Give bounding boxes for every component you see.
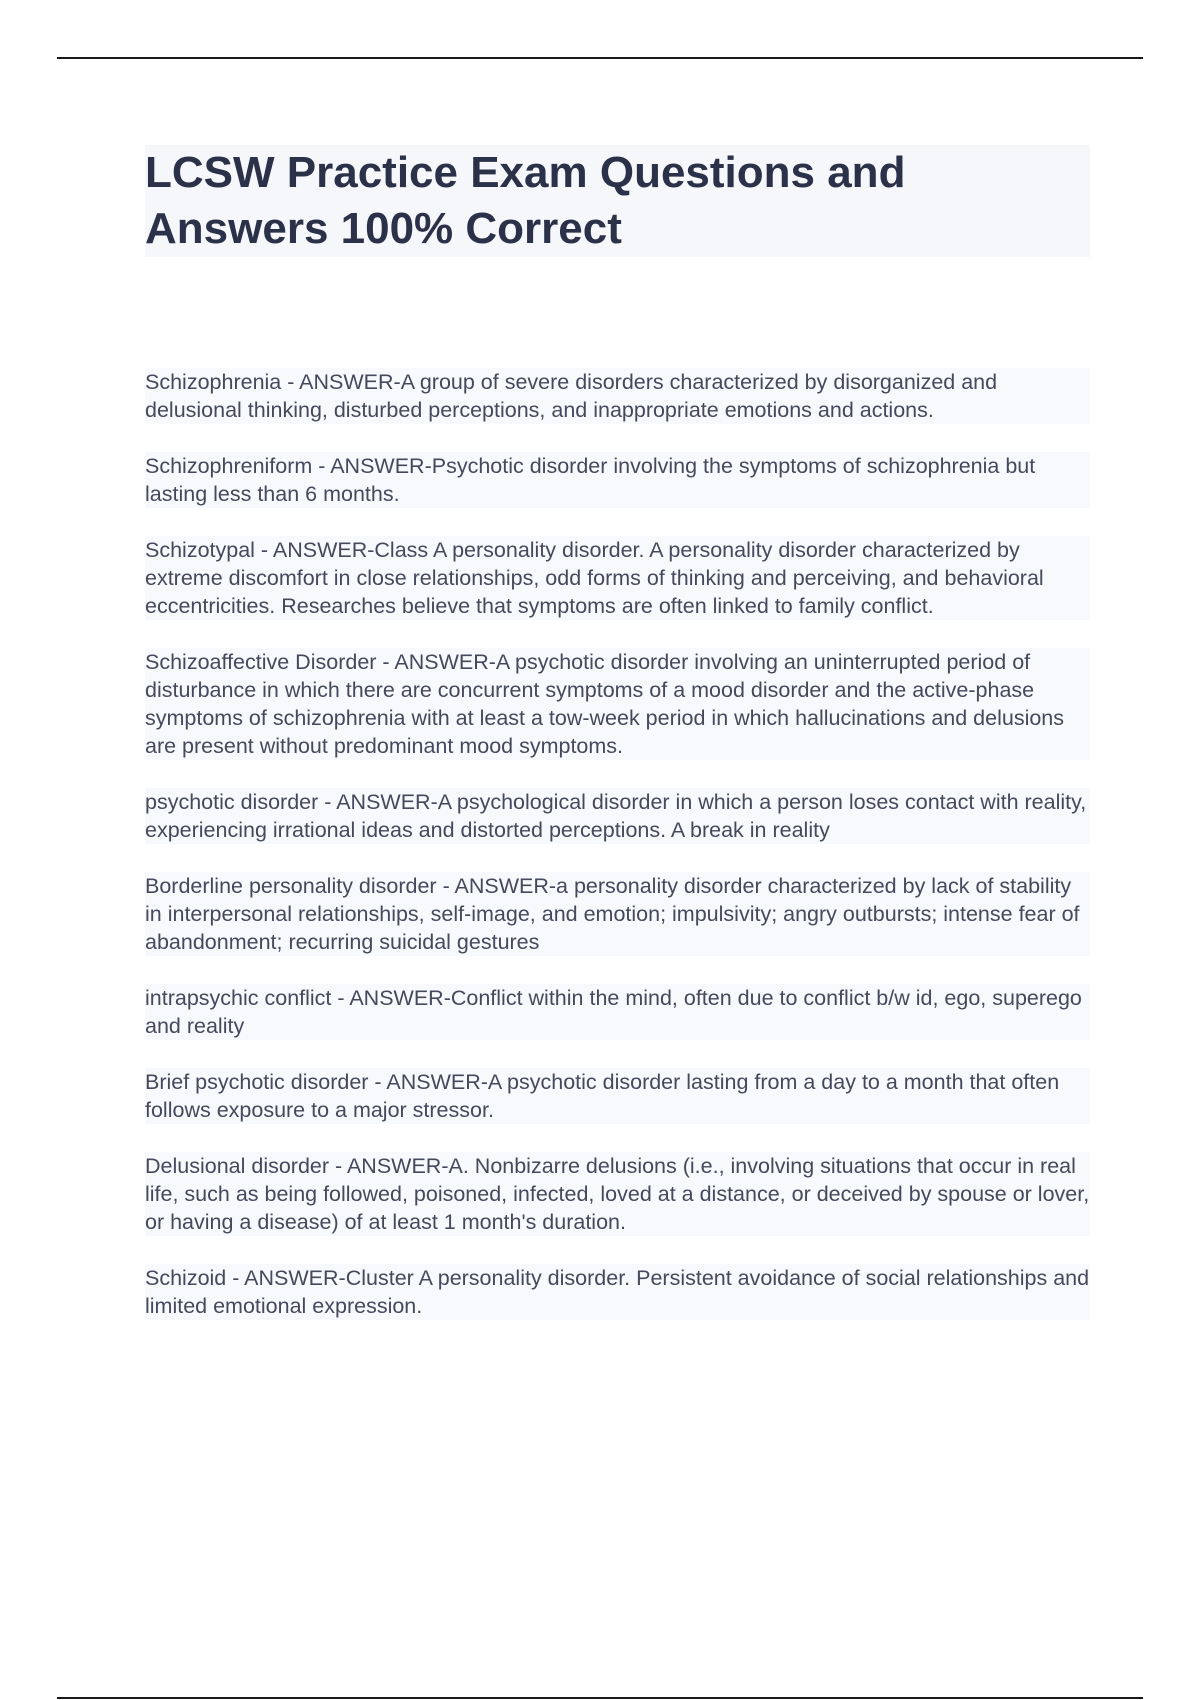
entry-separator: - ANSWER- [368, 1070, 488, 1094]
entry-term: Schizoaffective Disorder [145, 650, 377, 674]
entry-brief-psychotic-disorder [145, 1068, 1090, 1124]
entry-schizoaffective-disorder [145, 648, 1090, 760]
entry-list [145, 368, 1090, 1320]
entry-intrapsychic-conflict [145, 984, 1090, 1040]
entry-term: intrapsychic conflict [145, 986, 332, 1010]
entry-schizoid [145, 1264, 1090, 1320]
entry-separator: - ANSWER- [329, 1154, 449, 1178]
entry-delusional-disorder [145, 1152, 1090, 1236]
entry-borderline-personality-disorder [145, 872, 1090, 956]
title-line-1: LCSW Practice Exam Questions and [145, 148, 906, 197]
entry-term: Schizophrenia [145, 370, 282, 394]
entry-term: Schizotypal [145, 538, 255, 562]
top-rule [57, 57, 1143, 59]
entry-separator: - ANSWER- [331, 986, 451, 1010]
entry-definition: Conflict within the mind, often due to conflict b/w id, ego, superego and reality [145, 986, 1082, 1038]
entry-schizotypal [145, 536, 1090, 620]
entry-definition: A psychotic disorder lasting from a day to a month that often follows exposure to a major stressor. [145, 1070, 1060, 1122]
entry-separator: - ANSWER- [312, 454, 432, 478]
entry-schizophrenia [145, 368, 1090, 424]
entry-term: Schizoid [145, 1266, 227, 1290]
entry-definition: A group of severe disorders characterized by disorganized and delusional thinking, disturbed perceptions, and inappropriate emotions and actions. [145, 370, 998, 422]
entry-schizophreniform [145, 452, 1090, 508]
entry-definition: Cluster A personality disorder. Persistent avoidance of social relationships and limited emotional expression. [145, 1266, 1090, 1318]
entry-term: Delusional disorder [145, 1154, 330, 1178]
entry-definition: a personality disorder characterized by lack of stability in interpersonal relationships, self-image, and emotion; impulsivity; angry outbursts; intense fear of abandonment; recurring suicidal gestures [145, 874, 1080, 954]
entry-separator: - ANSWER- [281, 370, 401, 394]
entry-separator: - ANSWER- [254, 538, 375, 562]
entry-separator: - ANSWER- [318, 790, 438, 814]
entry-definition: Psychotic disorder involving the symptoms of schizophrenia but lasting less than 6 months. [145, 454, 1036, 506]
title-line-2: Answers 100% Correct [145, 204, 622, 253]
entry-psychotic-disorder [145, 788, 1090, 844]
bottom-rule [57, 1697, 1143, 1699]
entry-definition: A psychotic disorder involving an uninterrupted period of disturbance in which there are concurrent symptoms of a mood disorder and the active-phase symptoms of schizophrenia with at least a tow-week period in which hallucinations and delusions are present without predominant mood symptoms. [145, 650, 1065, 758]
entry-separator: - ANSWER- [376, 650, 496, 674]
entry-definition: A. Nonbizarre delusions (i.e., involving situations that occur in real life, such as being followed, poisoned, infected, loved at a distance, or deceived by spouse or lover, or having a disease) of at least 1 month's duration. [145, 1154, 1090, 1234]
document-body [145, 145, 1090, 1348]
entry-definition: Class A personality disorder. A personality disorder characterized by extreme discomfort in close relationships, odd forms of thinking and perceiving, and behavioral eccentricities. Researches believe that symptoms are often linked to family conflict. [145, 538, 1044, 618]
entry-term: Borderline personality disorder [145, 874, 437, 898]
document-title [145, 145, 1090, 257]
entry-term: Brief psychotic disorder [145, 1070, 369, 1094]
entry-separator: - ANSWER- [436, 874, 557, 898]
entry-separator: - ANSWER- [226, 1266, 346, 1290]
entry-definition: A psychological disorder in which a person loses contact with reality, experiencing irrational ideas and distorted perceptions. A break in reality [145, 790, 1087, 842]
entry-term: Schizophreniform [145, 454, 313, 478]
entry-term: psychotic disorder [145, 790, 319, 814]
